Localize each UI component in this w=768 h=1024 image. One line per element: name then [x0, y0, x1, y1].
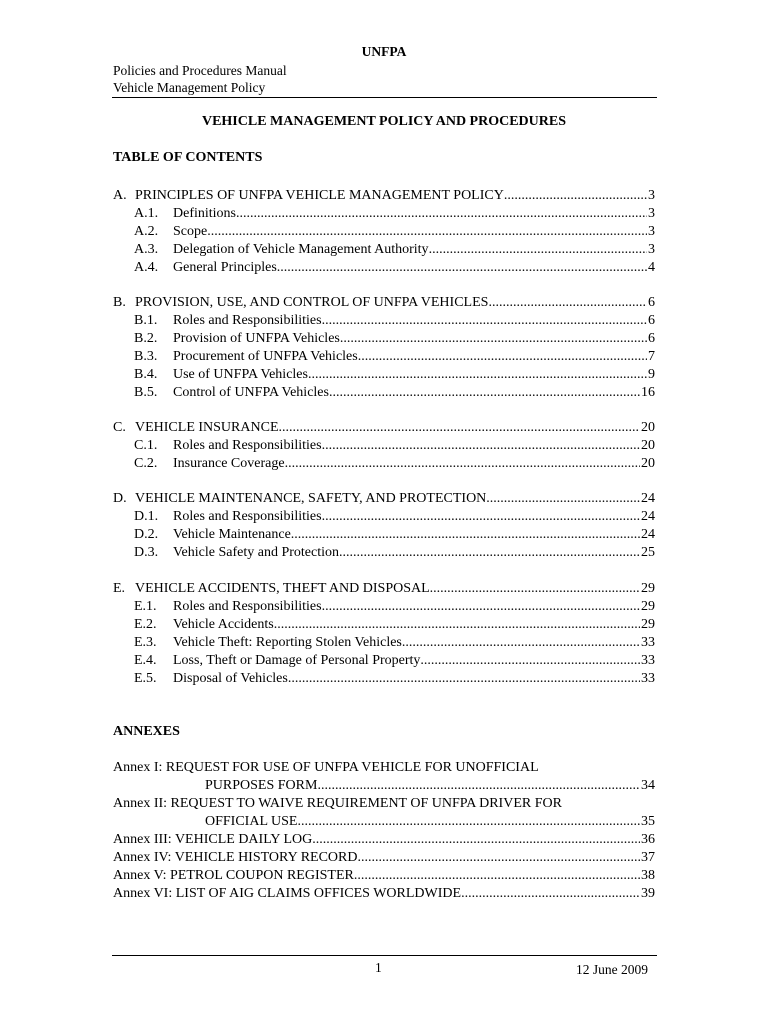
toc-item-a1[interactable] — [134, 205, 655, 223]
toc-leader — [297, 813, 640, 831]
toc-item-a2[interactable] — [134, 223, 655, 241]
toc-item-e1[interactable] — [134, 598, 655, 616]
toc-item-label: Provision of UNFPA Vehicles — [173, 331, 340, 346]
toc-leader — [354, 867, 640, 885]
toc-section-label: VEHICLE ACCIDENTS, THEFT AND DISPOSAL — [135, 581, 430, 596]
toc-leader — [308, 366, 647, 384]
toc-page-number: 29 — [641, 581, 655, 596]
toc-item-label: Insurance Coverage — [173, 456, 285, 471]
policy-name: Vehicle Management Policy — [113, 80, 266, 95]
toc-item-e4[interactable] — [134, 652, 655, 670]
toc-leader — [357, 849, 640, 867]
toc-item-b2[interactable] — [134, 330, 655, 348]
toc-item-number: B.1. — [134, 313, 158, 328]
toc-item-b5[interactable] — [134, 384, 655, 402]
toc-leader — [288, 670, 640, 688]
toc-item-label: Roles and Responsibilities — [173, 509, 322, 524]
toc-item-d1[interactable] — [134, 508, 655, 526]
toc-page-number: 3 — [648, 224, 655, 239]
toc-annex-label: Annex III: VEHICLE DAILY LOG — [113, 832, 313, 847]
toc-item-d3[interactable] — [134, 544, 655, 562]
toc-leader — [322, 598, 640, 616]
toc-leader — [291, 526, 640, 544]
toc-leader — [236, 205, 647, 223]
toc-page-number: 25 — [641, 545, 655, 560]
toc-item-label: Roles and Responsibilities — [173, 599, 322, 614]
toc-page-number: 20 — [641, 456, 655, 471]
toc-leader — [429, 241, 647, 259]
toc-annex-2[interactable] — [205, 813, 655, 831]
toc-annex-continuation: OFFICIAL USE — [205, 814, 298, 829]
toc-section-number: B. — [113, 295, 126, 310]
footer-date: 12 June 2009 — [576, 962, 648, 977]
toc-page-number: 36 — [641, 832, 655, 847]
toc-annex-1[interactable] — [205, 777, 655, 795]
toc-item-number: B.4. — [134, 367, 158, 382]
toc-section-b[interactable] — [113, 294, 655, 312]
toc-item-e3[interactable] — [134, 634, 655, 652]
toc-annex-2-title[interactable]: Annex II: REQUEST TO WAIVE REQUIREMENT OF UNFPA DRIVER FOR — [113, 796, 562, 811]
toc-item-label: Control of UNFPA Vehicles — [173, 385, 329, 400]
toc-item-label: Roles and Responsibilities — [173, 313, 322, 328]
toc-item-c2[interactable] — [134, 455, 655, 473]
toc-item-label: Definitions — [173, 206, 236, 221]
toc-leader — [274, 616, 640, 634]
toc-item-label: Procurement of UNFPA Vehicles — [173, 349, 358, 364]
toc-section-label: VEHICLE MAINTENANCE, SAFETY, AND PROTECTION — [135, 491, 487, 506]
toc-page-number: 39 — [641, 886, 655, 901]
toc-item-label: Scope — [173, 224, 208, 239]
toc-leader — [322, 437, 640, 455]
toc-section-e[interactable] — [113, 580, 655, 598]
toc-item-number: A.4. — [134, 260, 159, 275]
toc-item-number: A.2. — [134, 224, 159, 239]
toc-page-number: 20 — [641, 420, 655, 435]
toc-page-number: 33 — [641, 671, 655, 686]
toc-section-number: E. — [113, 581, 126, 596]
toc-annex-5[interactable] — [113, 867, 655, 885]
toc-item-number: E.4. — [134, 653, 157, 668]
toc-page-number: 4 — [648, 260, 655, 275]
toc-annex-4[interactable] — [113, 849, 655, 867]
toc-page-number: 24 — [641, 527, 655, 542]
toc-item-b4[interactable] — [134, 366, 655, 384]
toc-page-number: 9 — [648, 367, 655, 382]
toc-leader — [430, 580, 640, 598]
toc-leader — [358, 348, 647, 366]
toc-page-number: 3 — [648, 206, 655, 221]
toc-page-number: 33 — [641, 653, 655, 668]
toc-item-a4[interactable] — [134, 259, 655, 277]
toc-leader — [322, 312, 647, 330]
toc-page-number: 6 — [648, 295, 655, 310]
toc-page-number: 3 — [648, 188, 655, 203]
toc-page-number: 38 — [641, 868, 655, 883]
toc-page-number: 29 — [641, 617, 655, 632]
toc-item-number: B.2. — [134, 331, 158, 346]
toc-section-a[interactable] — [113, 187, 655, 205]
toc-item-e5[interactable] — [134, 670, 655, 688]
toc-annex-continuation: PURPOSES FORM — [205, 778, 318, 793]
toc-annex-6[interactable] — [113, 885, 655, 903]
toc-leader — [329, 384, 640, 402]
toc-annex-3[interactable] — [113, 831, 655, 849]
toc-page-number: 7 — [648, 349, 655, 364]
toc-section-label: PRINCIPLES OF UNFPA VEHICLE MANAGEMENT POLICY — [135, 188, 504, 203]
toc-item-b1[interactable] — [134, 312, 655, 330]
toc-item-number: D.1. — [134, 509, 159, 524]
toc-page-number: 24 — [641, 491, 655, 506]
footer-page-number: 1 — [375, 960, 382, 975]
toc-leader — [207, 223, 647, 241]
toc-item-b3[interactable] — [134, 348, 655, 366]
toc-item-label: Delegation of Vehicle Management Authority — [173, 242, 429, 257]
toc-item-label: General Principles — [173, 260, 277, 275]
toc-leader — [322, 508, 640, 526]
toc-item-label: Vehicle Accidents — [173, 617, 274, 632]
toc-item-label: Vehicle Maintenance — [173, 527, 291, 542]
header-divider — [112, 97, 657, 98]
toc-item-number: D.2. — [134, 527, 159, 542]
toc-page-number: 6 — [648, 331, 655, 346]
toc-section-c[interactable] — [113, 419, 655, 437]
toc-section-number: A. — [113, 188, 127, 203]
toc-page-number: 16 — [641, 385, 655, 400]
toc-page-number: 3 — [648, 242, 655, 257]
manual-name: Policies and Procedures Manual — [113, 63, 287, 78]
toc-page-number: 29 — [641, 599, 655, 614]
toc-item-number: B.5. — [134, 385, 158, 400]
toc-leader — [420, 652, 640, 670]
toc-item-number: A.3. — [134, 242, 159, 257]
toc-leader — [285, 455, 640, 473]
toc-section-label: PROVISION, USE, AND CONTROL OF UNFPA VEHICLES — [135, 295, 489, 310]
toc-leader — [279, 419, 641, 437]
toc-item-e2[interactable] — [134, 616, 655, 634]
toc-page-number: 35 — [641, 814, 655, 829]
toc-page-number: 34 — [641, 778, 655, 793]
toc-item-number: C.1. — [134, 438, 158, 453]
toc-item-number: E.3. — [134, 635, 157, 650]
toc-section-number: C. — [113, 420, 126, 435]
toc-leader — [277, 259, 647, 277]
toc-item-label: Roles and Responsibilities — [173, 438, 322, 453]
toc-leader — [402, 634, 640, 652]
toc-leader — [317, 777, 640, 795]
toc-leader — [486, 490, 640, 508]
toc-item-number: E.1. — [134, 599, 157, 614]
document-title: VEHICLE MANAGEMENT POLICY AND PROCEDURES — [201, 114, 567, 129]
footer-divider — [112, 955, 657, 956]
toc-section-label: VEHICLE INSURANCE — [135, 420, 279, 435]
toc-annex-label: Annex V: PETROL COUPON REGISTER — [113, 868, 354, 883]
toc-item-label: Vehicle Safety and Protection — [173, 545, 340, 560]
toc-leader — [312, 831, 640, 849]
toc-item-number: B.3. — [134, 349, 158, 364]
organization-name: UNFPA — [361, 44, 407, 59]
toc-page-number: 20 — [641, 438, 655, 453]
toc-leader — [339, 544, 640, 562]
toc-item-number: E.5. — [134, 671, 157, 686]
toc-leader — [504, 187, 647, 205]
toc-annex-label: Annex IV: VEHICLE HISTORY RECORD — [113, 850, 358, 865]
toc-leader — [488, 294, 647, 312]
toc-item-number: D.3. — [134, 545, 159, 560]
annexes-heading: ANNEXES — [113, 724, 180, 739]
toc-item-number: A.1. — [134, 206, 159, 221]
toc-leader — [340, 330, 647, 348]
toc-annex-label: Annex VI: LIST OF AIG CLAIMS OFFICES WORLDWIDE — [113, 886, 462, 901]
toc-item-d2[interactable] — [134, 526, 655, 544]
toc-item-label: Loss, Theft or Damage of Personal Property — [173, 653, 421, 668]
toc-page-number: 37 — [641, 850, 655, 865]
toc-item-label: Use of UNFPA Vehicles — [173, 367, 308, 382]
toc-section-number: D. — [113, 491, 127, 506]
toc-item-a3[interactable] — [134, 241, 655, 259]
toc-item-number: E.2. — [134, 617, 157, 632]
toc-annex-1-title[interactable]: Annex I: REQUEST FOR USE OF UNFPA VEHICLE FOR UNOFFICIAL — [113, 760, 539, 775]
toc-section-d[interactable] — [113, 490, 655, 508]
toc-leader — [461, 885, 640, 903]
toc-page-number: 6 — [648, 313, 655, 328]
toc-item-label: Vehicle Theft: Reporting Stolen Vehicles — [173, 635, 402, 650]
toc-page-number: 24 — [641, 509, 655, 524]
toc-item-label: Disposal of Vehicles — [173, 671, 288, 686]
toc-item-number: C.2. — [134, 456, 158, 471]
toc-item-c1[interactable] — [134, 437, 655, 455]
toc-heading: TABLE OF CONTENTS — [113, 150, 263, 165]
toc-page-number: 33 — [641, 635, 655, 650]
